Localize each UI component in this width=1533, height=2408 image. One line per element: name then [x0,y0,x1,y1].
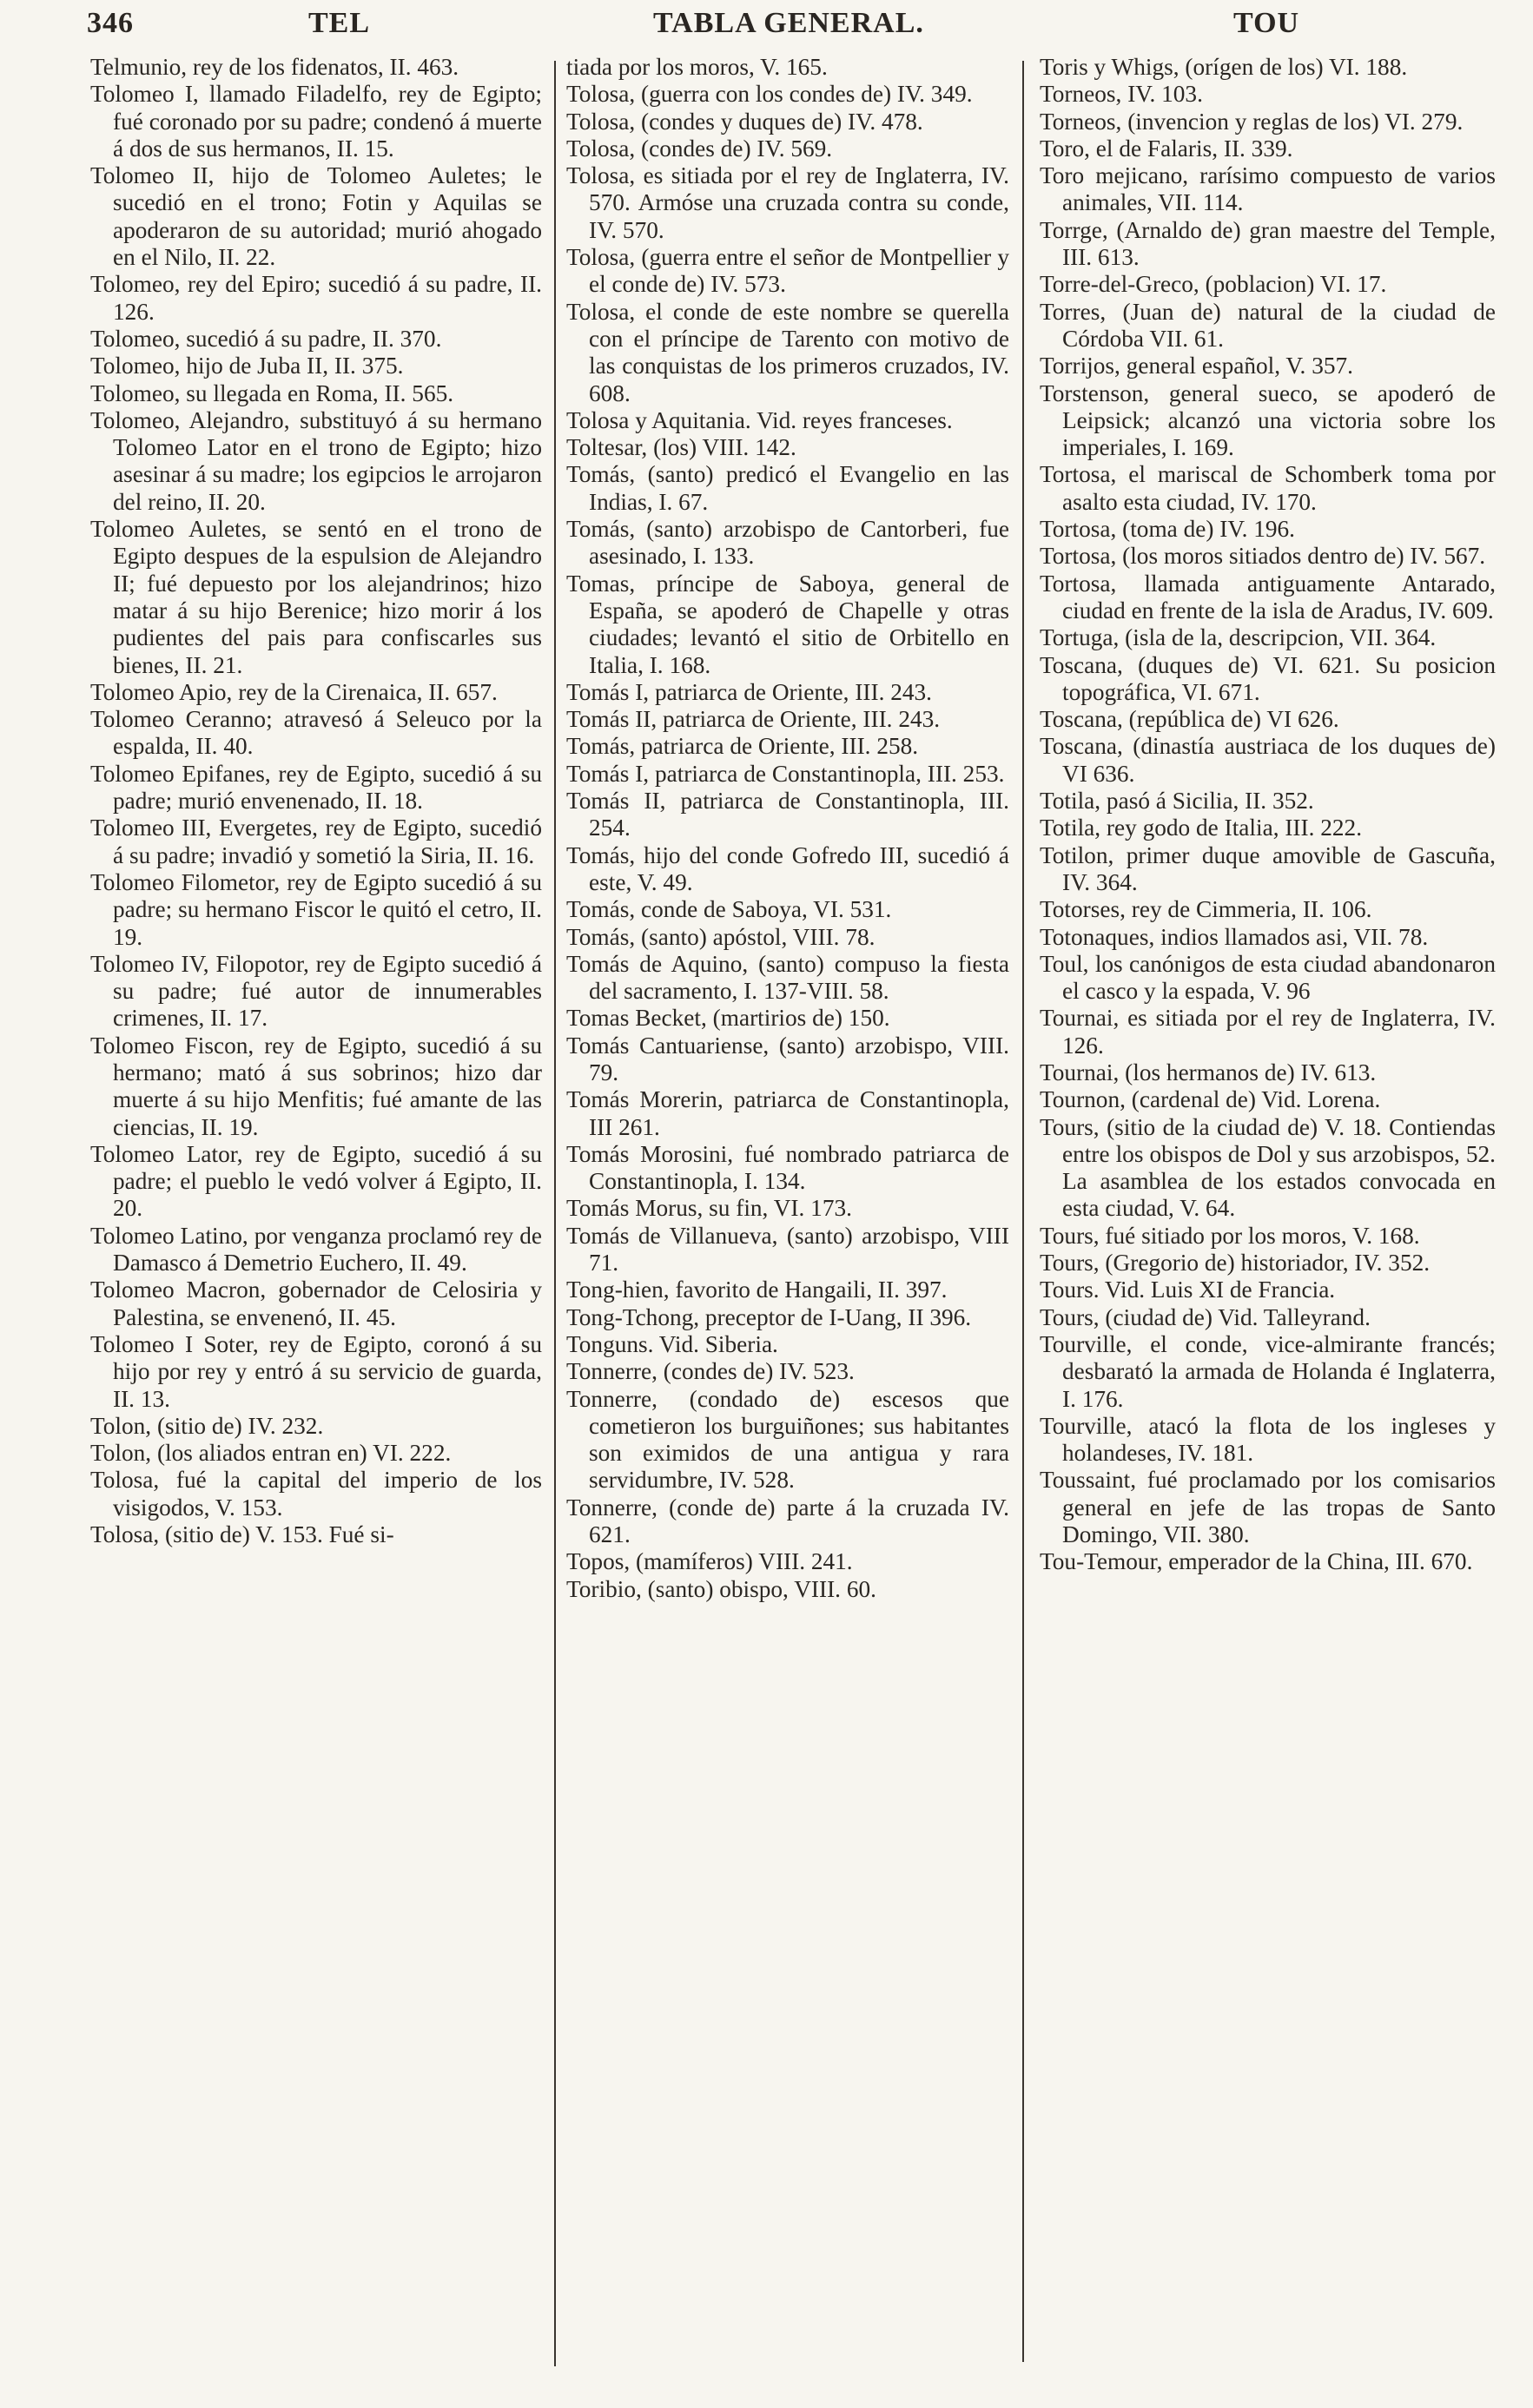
index-entry: Toscana, (república de) VI 626. [1040,706,1339,733]
index-entry: Toro, el de Falaris, II. 339. [1040,135,1293,162]
index-entry: Tortosa, (toma de) IV. 196. [1040,516,1296,543]
index-entry: Totila, rey godo de Italia, III. 222. [1040,815,1363,841]
index-entry: Torstenson, general sueco, se apoderó de Leipsick; alcanzó una victoria sobre los imperiales, I. 169. [1040,379,1496,461]
index-entry: Tolon, (sitio de) IV. 232. [90,1412,324,1439]
index-entry: Torneos, (invencion y reglas de los) VI. 279. [1040,108,1464,135]
index-entry: Tolomeo II, hijo de Tolomeo Auletes; le sucedió en el trono; Fotin y Aquilas se apoderaron de su autoridad; murió ahogado en el Nilo, II. 22. [90,162,542,271]
index-entry: Tonnerre, (condado de) escesos que cometieron los burguiñones; sus habitantes son eximidos de una antigua y rara servidumbre, IV. 528. [566,1385,1009,1494]
index-entry: Tortosa, (los moros sitiados dentro de) IV. 567. [1040,543,1486,570]
index-entry: Tolosa, es sitiada por el rey de Inglaterra, IV. 570. Armóse una cruzada contra su conde, IV. 570. [566,162,1009,243]
index-entry: Tomás, (santo) apóstol, VIII. 78. [566,923,876,950]
index-entry: Tolon, (los aliados entran en) VI. 222. [90,1440,452,1467]
index-column-1 [90,54,542,1548]
index-entry: Tournon, (cardenal de) Vid. Lorena. [1040,1086,1381,1113]
index-entry: Tolomeo Epifanes, rey de Egipto, sucedió á su padre; murió envenenado, II. 18. [90,760,542,815]
index-entry: Tolomeo I, llamado Filadelfo, rey de Egipto; fué coronado por su padre; condenó á muerte á dos de sus hermanos, II. 15. [90,81,542,162]
index-entry: Tolomeo Filometor, rey de Egipto sucedió á su padre; su hermano Fiscor le quitó el cetro, II. 19. [90,868,542,950]
index-entry: Toussaint, fué proclamado por los comisarios general en jefe de las tropas de Santo Domingo, VII. 380. [1040,1467,1496,1548]
index-entry: Tolomeo Auletes, se sentó en el trono de Egipto despues de la espulsion de Alejandro II; fué depuesto por los alejandrinos; hizo matar á su hijo Berenice; hizo morir á los pudientes del pais para confiscarles sus bienes, II. 21. [90,516,542,678]
index-entry: Tomás, hijo del conde Gofredo III, sucedió á este, V. 49. [566,841,1009,895]
index-entry: Tong-Tchong, preceptor de I-Uang, II 396. [566,1303,972,1330]
index-entry: Tomás de Villanueva, (santo) arzobispo, VIII 71. [566,1222,1009,1277]
index-entry: Tolosa, (condes y duques de) IV. 478. [566,108,923,135]
index-entry: Tourville, el conde, vice-almirante francés; desbarató la armada de Holanda é Inglaterra, I. 176. [1040,1330,1496,1412]
index-entry: Torrijos, general español, V. 357. [1040,353,1353,379]
index-entry: Tolosa, (condes de) IV. 569. [566,135,833,162]
index-entry: Tolosa y Aquitania. Vid. reyes franceses. [566,406,953,433]
index-entry: Tolomeo Macron, gobernador de Celosiria y Palestina, se envenenó, II. 45. [90,1277,542,1330]
index-entry: Tours, fué sitiado por los moros, V. 168. [1040,1222,1420,1249]
page-header [0,0,1533,42]
index-entry: Toro mejicano, rarísimo compuesto de varios animales, VII. 114. [1040,162,1496,216]
index-entry: Tonguns. Vid. Siberia. [566,1330,778,1357]
index-entry: Tou-Temour, emperador de la China, III. 670. [1040,1548,1473,1575]
index-entry: Toscana, (duques de) VI. 621. Su posicion topográfica, VI. 671. [1040,651,1496,705]
index-entry: Tolomeo III, Evergetes, rey de Egipto, sucedió á su padre; invadió y sometió la Siria, II. 16. [90,815,542,868]
index-entry: Tomás, conde de Saboya, VI. 531. [566,896,892,923]
index-entry: Tomás I, patriarca de Oriente, III. 243. [566,678,933,705]
index-entry: Tolomeo Latino, por venganza proclamó rey de Damasco á Demetrio Euchero, II. 49. [90,1222,542,1277]
index-entry: Tolomeo I Soter, rey de Egipto, coronó á su hijo por rey y entró á su servicio de guarda, II. 13. [90,1330,542,1412]
page-number: 346 [87,7,134,39]
index-entry: Tolomeo IV, Filopotor, rey de Egipto sucedió á su padre; fué autor de innumerables crimenes, II. 17. [90,950,542,1032]
index-entry: Tortosa, llamada antiguamente Antarado, ciudad en frente de la isla de Aradus, IV. 609. [1040,570,1496,623]
index-entry: Tomás Morosini, fué nombrado patriarca de Constantinopla, I. 134. [566,1140,1009,1195]
index-entry: Tours, (sitio de la ciudad de) V. 18. Contiendas entre los obispos de Dol y sus arzobispos, 52. La asamblea de los estados convocada en esta ciudad, V. 64. [1040,1113,1496,1222]
index-entry: Tortuga, (isla de la, descripcion, VII. 364. [1040,624,1437,651]
index-entry: Tong-hien, favorito de Hangaili, II. 397. [566,1277,948,1303]
index-entry: Tours, (Gregorio de) historiador, IV. 352. [1040,1250,1431,1277]
header-right-guide-word: TOU [1233,7,1300,39]
index-entry: Tomás Cantuariense, (santo) arzobispo, VIII. 79. [566,1032,1009,1085]
index-entry: Tomás de Aquino, (santo) compuso la fiesta del sacramento, I. 137-VIII. 58. [566,950,1009,1005]
index-entry: Tomás I, patriarca de Constantinopla, III. 253. [566,760,1005,787]
index-entry: Tomás II, patriarca de Oriente, III. 243. [566,706,941,733]
index-entry: Tours, (ciudad de) Vid. Talleyrand. [1040,1303,1371,1330]
index-entry: Tolosa, (guerra entre el señor de Montpellier y el conde de) IV. 573. [566,244,1009,298]
index-entry: Tortosa, el mariscal de Schomberk toma por asalto esta ciudad, IV. 170. [1040,461,1496,515]
index-entry: Tolomeo Lator, rey de Egipto, sucedió á su padre; el pueblo le vedó volver á Egipto, II. 20. [90,1140,542,1222]
index-entry: Toris y Whigs, (orígen de los) VI. 188. [1040,54,1408,80]
index-entry: Totilon, primer duque amovible de Gascuña, IV. 364. [1040,841,1496,895]
index-entry: Tolomeo Apio, rey de la Cirenaica, II. 657. [90,678,498,705]
index-entry: Tomas Becket, (martirios de) 150. [566,1005,890,1032]
index-entry: Toribio, (santo) obispo, VIII. 60. [566,1575,876,1602]
index-entry: Tolosa, el conde de este nombre se querella con el príncipe de Tarento con motivo de las conquistas de los primeros cruzados, IV. 608. [566,298,1009,406]
index-entry: Toul, los canónigos de esta ciudad abandonaron el casco y la espada, V. 96 [1040,950,1496,1005]
index-entry: Tomas, príncipe de Saboya, general de España, se apoderó de Chapelle y otras ciudades; levantó el sitio de Orbitello en Italia, I. 168. [566,570,1009,678]
index-entry: Tours. Vid. Luis XI de Francia. [1040,1277,1336,1303]
index-entry: Toscana, (dinastía austriaca de los duques de) VI 636. [1040,733,1496,787]
index-entry: Tourville, atacó la flota de los ingleses y holandeses, IV. 181. [1040,1412,1496,1467]
index-entry: Tolomeo, hijo de Juba II, II. 375. [90,353,404,379]
index-entry: Toltesar, (los) VIII. 142. [566,434,796,461]
index-entry: Tolomeo, su llegada en Roma, II. 565. [90,379,454,406]
index-entry: Tomás, (santo) predicó el Evangelio en las Indias, I. 67. [566,461,1009,515]
index-entry: Tonnerre, (condes de) IV. 523. [566,1358,855,1385]
index-column-3 [1040,54,1496,1576]
column-divider-2 [1022,61,1024,2362]
index-entry: Torres, (Juan de) natural de la ciudad de Córdoba VII. 61. [1040,298,1496,352]
index-entry: Tournai, es sitiada por el rey de Inglaterra, IV. 126. [1040,1005,1496,1059]
index-entry: Tolosa, (sitio de) V. 153. Fué si- [90,1521,394,1548]
index-entry: Totonaques, indios llamados asi, VII. 78. [1040,923,1429,950]
index-entry: Torre-del-Greco, (poblacion) VI. 17. [1040,271,1387,298]
index-entry: Tolomeo, rey del Epiro; sucedió á su padre, II. 126. [90,271,542,325]
index-entry: Tolomeo, Alejandro, substituyó á su hermano Tolomeo Lator en el trono de Egipto; hizo asesinar á su madre; los egipcios le arrojaron del reino, II. 20. [90,406,542,515]
index-entry: Tolosa, (guerra con los condes de) IV. 349. [566,81,973,108]
index-entry: Tolosa, fué la capital del imperio de los visigodos, V. 153. [90,1467,542,1521]
index-entry: Tomás, (santo) arzobispo de Cantorberi, fue asesinado, I. 133. [566,516,1009,570]
index-column-2 [566,54,1009,1603]
index-entry: Topos, (mamíferos) VIII. 241. [566,1548,853,1575]
index-entry: Tomás II, patriarca de Constantinopla, III. 254. [566,788,1009,841]
index-entry: Tolomeo, sucedió á su padre, II. 370. [90,325,442,352]
index-entry: Totorses, rey de Cimmeria, II. 106. [1040,896,1372,923]
index-entry: tiada por los moros, V. 165. [566,54,828,80]
index-entry: Tomás, patriarca de Oriente, III. 258. [566,733,919,760]
index-entry: Tonnerre, (conde de) parte á la cruzada IV. 621. [566,1494,1009,1548]
index-entry: Tomás Morus, su fin, VI. 173. [566,1195,852,1222]
page-title: TABLA GENERAL. [653,7,924,39]
index-entry: Torneos, IV. 103. [1040,81,1203,108]
index-entry: Torrge, (Arnaldo de) gran maestre del Temple, III. 613. [1040,216,1496,271]
index-entry: Tomás Morerin, patriarca de Constantinopla, III 261. [566,1086,1009,1140]
header-left-guide-word: TEL [308,7,371,39]
index-entry: Tolomeo Ceranno; atravesó á Seleuco por la espalda, II. 40. [90,706,542,760]
index-entry: Telmunio, rey de los fidenatos, II. 463. [90,54,459,80]
index-entry: Totila, pasó á Sicilia, II. 352. [1040,788,1314,815]
index-entry: Tolomeo Fiscon, rey de Egipto, sucedió á su hermano; mató á sus sobrinos; hizo dar muerte á su hijo Menfitis; fué amante de las ciencias, II. 19. [90,1032,542,1140]
column-divider-1 [554,61,556,2366]
index-entry: Tournai, (los hermanos de) IV. 613. [1040,1059,1377,1085]
